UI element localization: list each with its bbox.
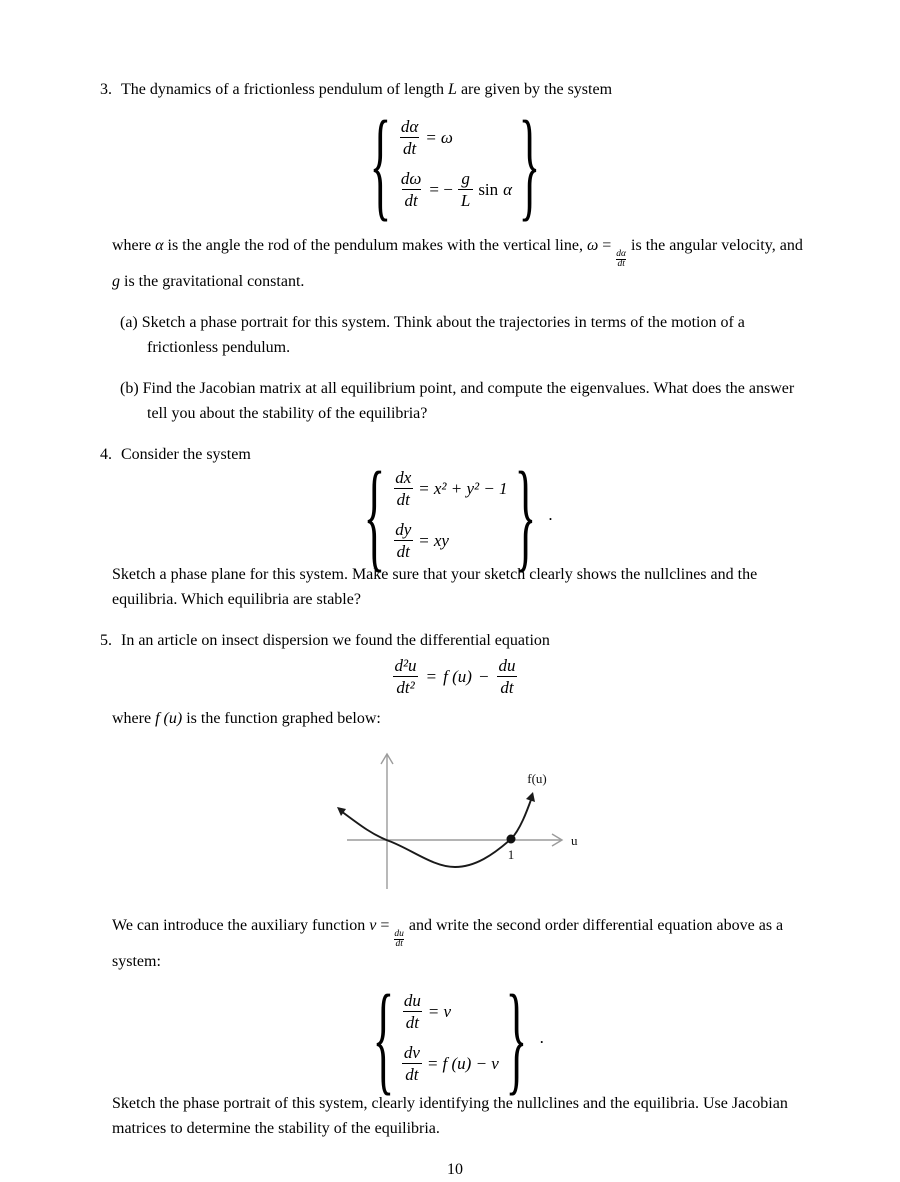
item-a-text: Sketch a phase portrait for this system. Think about the trajectories in terms of the motion of a frictionless pendulum. bbox=[141, 314, 745, 356]
sin-function: sin bbox=[478, 180, 499, 199]
right-brace: } bbox=[505, 969, 528, 1106]
pendulum-system-equation bbox=[100, 95, 810, 232]
right-brace: } bbox=[518, 95, 541, 232]
curve-right-arrow-icon bbox=[526, 792, 535, 802]
argument-alpha: α bbox=[503, 180, 513, 199]
problem-3-number: 3. bbox=[100, 81, 112, 98]
problem-3-item-a bbox=[120, 310, 810, 360]
item-b-label: (b) bbox=[120, 380, 139, 397]
fraction-dv-dt: $\frac{dv}{dt}$ bbox=[403, 1043, 420, 1084]
fu-graph bbox=[315, 747, 595, 897]
equals-sign: = bbox=[428, 1002, 439, 1021]
problem-4-title-text: Consider the system bbox=[121, 446, 251, 463]
problem-4-title bbox=[100, 442, 810, 467]
inline-fraction-dalpha-dt: $\frac{d\alpha}{dt}$ bbox=[616, 249, 627, 269]
fu-curve bbox=[341, 797, 532, 867]
problem-4-number: 4. bbox=[100, 446, 112, 463]
equation-period: . bbox=[539, 1028, 544, 1047]
fraction-dy-dt: $\frac{dy}{dt}$ bbox=[395, 520, 412, 561]
point-label: 1 bbox=[507, 847, 515, 862]
text: where bbox=[112, 710, 156, 727]
fraction-dalpha-dt: $\frac{d\alpha}{dt}$ bbox=[400, 117, 419, 158]
equation-period: . bbox=[548, 505, 553, 524]
equation-row-1 bbox=[398, 116, 453, 159]
equals-minus-sign: = − bbox=[429, 180, 453, 199]
variable-L: L bbox=[448, 81, 457, 98]
text: is the gravitational constant. bbox=[120, 273, 305, 290]
minus-sign: − bbox=[478, 667, 489, 686]
equation-rows bbox=[392, 467, 507, 562]
rhs-expression: xy bbox=[433, 531, 449, 550]
rhs-expression: v bbox=[443, 1002, 452, 1021]
f-of-u: f (u) bbox=[443, 667, 472, 686]
equals-sign: = bbox=[419, 531, 429, 550]
text: is the function graphed below: bbox=[182, 710, 381, 727]
rhs-expression: f (u) − v bbox=[442, 1054, 499, 1073]
fraction-d2u-dt2: $\frac{\text{d²u}}{\text{dt²}}$ bbox=[394, 656, 417, 697]
equation-rows bbox=[401, 990, 499, 1085]
problem-5-aux-paragraph bbox=[112, 913, 810, 974]
curve-label: f(u) bbox=[527, 771, 547, 786]
variable-omega: ω bbox=[586, 237, 599, 254]
problem-5-title-text: In an article on insect dispersion we found the differential equation bbox=[121, 632, 550, 649]
f-of-u: f (u) bbox=[155, 710, 183, 727]
equals-sign: = bbox=[598, 237, 616, 254]
problem-5-final-text: Sketch the phase portrait of this system, clearly identifying the nullclines and the equilibria. Use Jacobian matrices to determine the stability of the equilibria. bbox=[112, 1095, 788, 1137]
equation-row-1 bbox=[392, 467, 507, 510]
equals-sign: = bbox=[426, 128, 436, 147]
problem-5 bbox=[100, 628, 810, 1141]
text: is the angle the rod of the pendulum makes with the vertical line, bbox=[163, 237, 587, 254]
fraction-du-dt: $\frac{du}{dt}$ bbox=[498, 656, 516, 697]
problem-5-number: 5. bbox=[100, 632, 112, 649]
equals-sign: = bbox=[427, 1054, 438, 1073]
equation-row-2 bbox=[401, 1042, 499, 1085]
page-footer bbox=[100, 1157, 810, 1182]
problem-5-where bbox=[112, 706, 810, 731]
problem-5-title bbox=[100, 628, 810, 653]
left-brace: { bbox=[363, 446, 386, 583]
second-order-equation bbox=[100, 655, 810, 698]
item-a-label: (a) bbox=[120, 314, 138, 331]
problem-4 bbox=[100, 442, 810, 612]
item-b-text: Find the Jacobian matrix at all equilibrium point, and compute the eigenvalues. What does the answer tell you about the stability of the equilibria? bbox=[142, 380, 795, 422]
equation-rows bbox=[398, 116, 512, 211]
left-brace: { bbox=[369, 95, 392, 232]
equals-sign: = bbox=[419, 479, 429, 498]
equation-row-2 bbox=[392, 519, 449, 562]
title-text: are given by the system bbox=[456, 81, 613, 98]
problem-3 bbox=[100, 77, 810, 426]
text: where bbox=[112, 237, 156, 254]
fraction-dx-dt: $\frac{dx}{dt}$ bbox=[395, 468, 412, 509]
text: We can introduce the auxiliary function bbox=[112, 917, 370, 934]
equation-row-1 bbox=[401, 990, 451, 1033]
variable-g: g bbox=[112, 273, 120, 290]
problem-3-item-b bbox=[120, 376, 810, 426]
equation-row-2 bbox=[398, 168, 512, 211]
right-brace: } bbox=[514, 446, 536, 583]
fraction-du-dt: $\frac{du}{dt}$ bbox=[403, 991, 421, 1032]
rhs-expression: x² + y² − 1 bbox=[433, 479, 508, 498]
root-point bbox=[507, 835, 516, 844]
page-number: 10 bbox=[447, 1161, 463, 1178]
rhs-omega: ω bbox=[440, 128, 453, 147]
problem-4-text: Sketch a phase plane for this system. Make sure that your sketch clearly shows the nullclines and the equilibria. Which equilibria are stable? bbox=[112, 566, 758, 608]
text: and write the second order differential equation above as a system: bbox=[112, 917, 784, 970]
equals-sign: = bbox=[376, 917, 394, 934]
fraction-g-L: $\frac{g}{L}$ bbox=[458, 168, 473, 211]
inline-fraction-du-dt: $\frac{du}{dt}$ bbox=[394, 929, 404, 949]
title-text: The dynamics of a frictionless pendulum of length bbox=[121, 81, 449, 98]
equals-sign: = bbox=[426, 667, 437, 686]
fraction-domega-dt: $\frac{d\omega}{dt}$ bbox=[400, 169, 422, 210]
x-axis-label: u bbox=[571, 833, 578, 848]
left-brace: { bbox=[372, 969, 395, 1106]
problem-3-where-paragraph bbox=[112, 233, 810, 294]
problem-5-system-equation bbox=[100, 969, 810, 1106]
variable-v: v bbox=[369, 917, 377, 934]
variable-alpha: α bbox=[155, 237, 164, 254]
problem-3-title bbox=[100, 77, 810, 102]
fu-graph-container bbox=[100, 747, 810, 897]
text: is the angular velocity, and bbox=[627, 237, 803, 254]
